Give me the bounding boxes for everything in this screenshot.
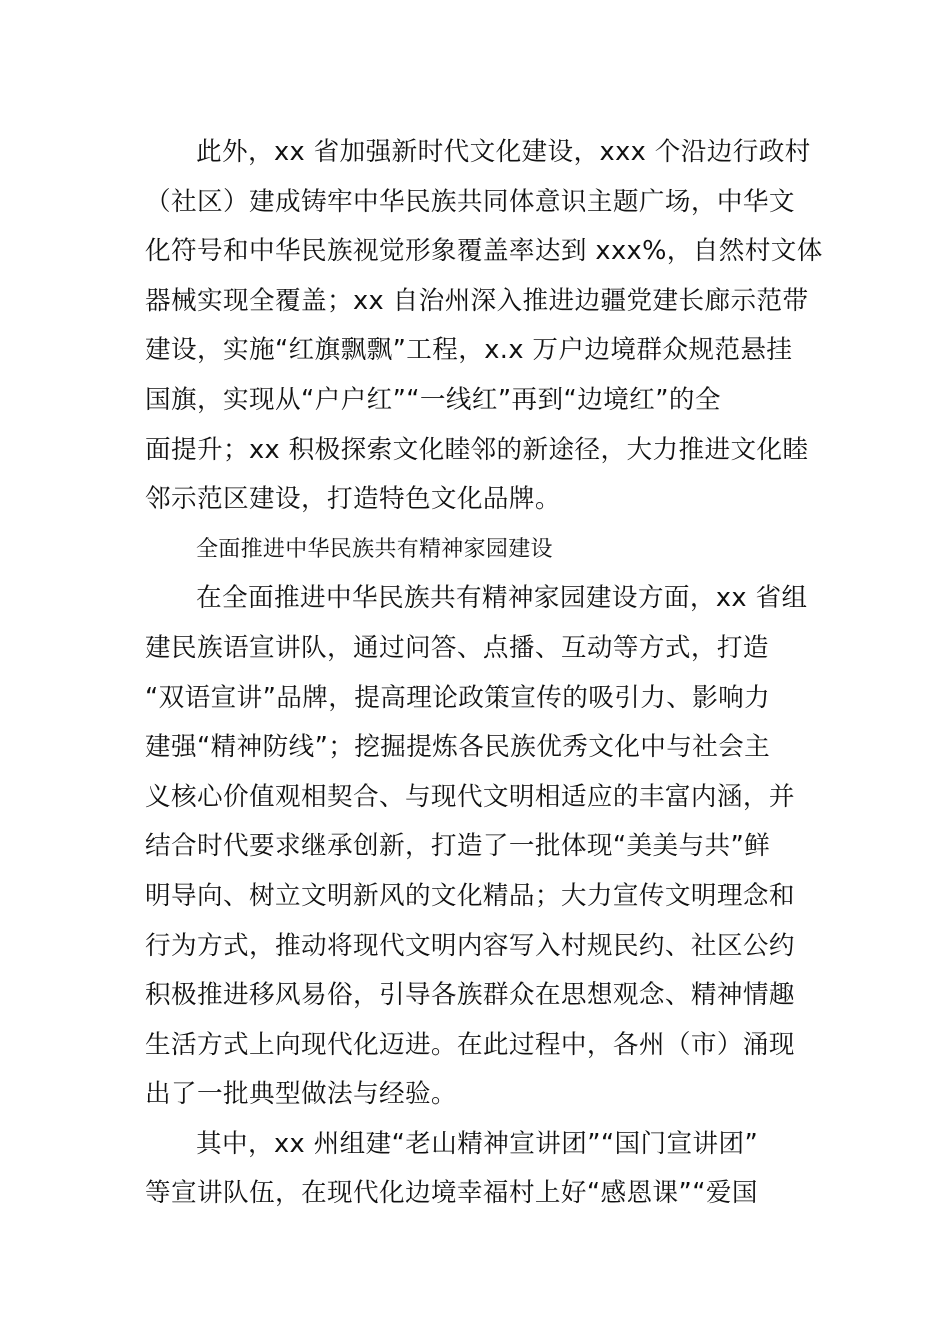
text-line: 义核心价值观相契合、与现代文明相适应的丰富内涵，并 bbox=[145, 781, 795, 812]
text-line: 国旗，实现从“户户红”“一线红”再到“边境红”的全 bbox=[145, 384, 721, 415]
text-line: 面提升；xx 积极探索文化睦邻的新途径，大力推进文化睦 bbox=[145, 434, 809, 465]
text-line: （社区）建成铸牢中华民族共同体意识主题广场，中华文 bbox=[145, 186, 795, 217]
text-line: 此外，xx 省加强新时代文化建设，xxx 个沿边行政村 bbox=[196, 137, 811, 167]
text-line: 行为方式，推动将现代文明内容写入村规民约、社区公约 bbox=[145, 930, 795, 961]
text-line: 出了一批典型做法与经验。 bbox=[145, 1079, 457, 1110]
text-line: 生活方式上向现代化迈进。在此过程中，各州（市）涌现 bbox=[145, 1029, 795, 1060]
text-line: 邻示范区建设，打造特色文化品牌。 bbox=[145, 484, 561, 515]
paragraph-example-prefecture bbox=[145, 1120, 807, 1219]
text-line: 在全面推进中华民族共有精神家园建设方面，xx 省组 bbox=[196, 583, 808, 614]
text-line: “双语宣讲”品牌，提高理论政策宣传的吸引力、影响力 bbox=[145, 682, 771, 713]
text-line: 其中，xx 州组建“老山精神宣讲团”“国门宣讲团” bbox=[196, 1128, 759, 1159]
text-line: 建设，实施“红旗飘飘”工程，x.x 万户边境群众规范悬挂 bbox=[145, 335, 793, 366]
text-line: 明导向、树立文明新风的文化精品；大力宣传文明理念和 bbox=[145, 880, 795, 911]
document-body bbox=[145, 128, 823, 1219]
text-line: 器械实现全覆盖；xx 自治州深入推进边疆党建长廊示范带 bbox=[145, 285, 809, 316]
text-line: 等宣讲队伍，在现代化边境幸福村上好“感恩课”“爱国 bbox=[145, 1178, 758, 1209]
text-line: 化符号和中华民族视觉形象覆盖率达到 xxx%，自然村文体 bbox=[145, 236, 823, 267]
paragraph-spiritual-homeland bbox=[145, 574, 807, 1120]
text-line: 建强“精神防线”；挖掘提炼各民族优秀文化中与社会主 bbox=[145, 732, 771, 763]
text-line: 建民族语宣讲队，通过问答、点播、互动等方式，打造 bbox=[145, 632, 769, 663]
text-line: 结合时代要求继承创新，打造了一批体现“美美与共”鲜 bbox=[145, 831, 771, 862]
section-subheading: 全面推进中华民族共有精神家园建设 bbox=[196, 536, 553, 562]
paragraph-culture-construction bbox=[145, 128, 823, 525]
text-line: 积极推进移风易俗，引导各族群众在思想观念、精神情趣 bbox=[145, 980, 795, 1011]
